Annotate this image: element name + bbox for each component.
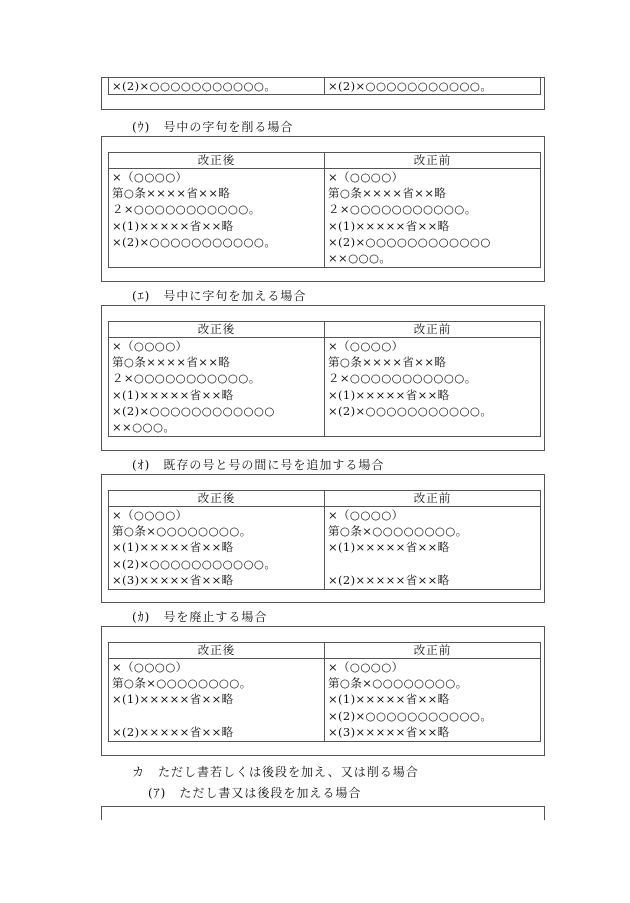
table-row bbox=[109, 659, 541, 742]
text-line: ×(2)×××××省××略 bbox=[112, 724, 234, 739]
section-table-ka bbox=[108, 642, 541, 742]
text-line: 第○条××××省××略 bbox=[112, 355, 231, 370]
section-heading-ka-small: (ｶ) 号を廃止する場合 bbox=[132, 610, 268, 624]
text-line: ×（○○○○） bbox=[328, 170, 404, 184]
table-header-row bbox=[109, 643, 541, 659]
text-line: 第○条×○○○○○○○○。 bbox=[112, 524, 252, 539]
before-cell bbox=[325, 338, 541, 437]
text-line: ２×○○○○○○○○○○○。 bbox=[328, 371, 477, 386]
header-after: 改正後 bbox=[109, 153, 325, 169]
text-line: ×(2)×○○○○○○○○○○○○ bbox=[328, 234, 491, 249]
table-header-row bbox=[109, 322, 541, 338]
text-line: ×(2)×○○○○○○○○○○○。 bbox=[328, 403, 493, 418]
after-cell bbox=[109, 169, 325, 268]
header-before: 改正前 bbox=[325, 491, 541, 507]
section-heading-e: (ｴ) 号中に字句を加える場合 bbox=[132, 289, 307, 303]
text-line: ×(3)×××××省××略 bbox=[112, 572, 234, 587]
text-line bbox=[112, 708, 321, 724]
text-line: ２×○○○○○○○○○○○。 bbox=[112, 202, 261, 217]
text-line: ×（○○○○） bbox=[328, 660, 404, 674]
header-after: 改正後 bbox=[109, 491, 325, 507]
text-line: ×(1)×××××省××略 bbox=[328, 540, 450, 555]
text-line: ×(2)×○○○○○○○○○○○。 bbox=[328, 79, 493, 93]
text-line: ×（○○○○） bbox=[328, 508, 404, 522]
text-line: ×(1)×××××省××略 bbox=[112, 692, 234, 707]
text-line: ×(1)×××××省××略 bbox=[328, 692, 450, 707]
text-line: ×(2)×○○○○○○○○○○○。 bbox=[112, 234, 277, 249]
top-table bbox=[108, 77, 541, 95]
text-line: ×（○○○○） bbox=[328, 339, 404, 353]
after-cell bbox=[109, 338, 325, 437]
text-line: ××○○○。 bbox=[112, 419, 176, 434]
text-line: ×(1)×××××省××略 bbox=[112, 218, 234, 233]
top-after-cell bbox=[109, 78, 325, 95]
text-line: ×(3)×××××省××略 bbox=[328, 724, 450, 739]
after-cell bbox=[109, 659, 325, 742]
text-line: 第○条×○○○○○○○○。 bbox=[112, 676, 252, 691]
text-line: 第○条××××省××略 bbox=[328, 186, 447, 201]
table-row bbox=[109, 78, 541, 95]
text-line: ２×○○○○○○○○○○○。 bbox=[112, 371, 261, 386]
text-line: 第○条×○○○○○○○○。 bbox=[328, 524, 468, 539]
text-line: ×(1)×××××省××略 bbox=[328, 387, 450, 402]
after-cell bbox=[109, 507, 325, 590]
text-line: ×(2)×○○○○○○○○○○○。 bbox=[112, 556, 277, 571]
text-line: ×(1)×××××省××略 bbox=[328, 218, 450, 233]
section-heading-u: (ｳ) 号中の字句を削る場合 bbox=[132, 120, 294, 134]
table-header-row bbox=[109, 153, 541, 169]
table-row bbox=[109, 507, 541, 590]
section-table-e bbox=[108, 321, 541, 437]
text-line: ×(2)×○○○○○○○○○○○○ bbox=[112, 403, 275, 418]
text-line: ×（○○○○） bbox=[112, 339, 188, 353]
header-after: 改正後 bbox=[109, 643, 325, 659]
text-line: ×(1)×××××省××略 bbox=[112, 387, 234, 402]
text-line: 第○条×○○○○○○○○。 bbox=[328, 676, 468, 691]
text-line: ×（○○○○） bbox=[112, 508, 188, 522]
before-cell bbox=[325, 169, 541, 268]
header-before: 改正前 bbox=[325, 643, 541, 659]
text-line: 第○条××××省××略 bbox=[112, 186, 231, 201]
top-before-cell bbox=[325, 78, 541, 95]
text-line: ×(2)×○○○○○○○○○○○。 bbox=[328, 708, 493, 723]
before-cell bbox=[325, 507, 541, 590]
table-row bbox=[109, 169, 541, 268]
heading-ka-sub: (ｱ) ただし書又は後段を加える場合 bbox=[148, 786, 362, 800]
before-cell bbox=[325, 659, 541, 742]
table-row bbox=[109, 338, 541, 437]
heading-ka: カ ただし書若しくは後段を加え、又は削る場合 bbox=[132, 765, 419, 779]
header-after: 改正後 bbox=[109, 322, 325, 338]
text-line: ××○○○。 bbox=[328, 250, 392, 265]
text-line: ×(2)×○○○○○○○○○○○。 bbox=[112, 79, 277, 93]
text-line bbox=[328, 556, 537, 572]
text-line: ×(2)×××××省××略 bbox=[328, 572, 450, 587]
text-line: ２×○○○○○○○○○○○。 bbox=[328, 202, 477, 217]
header-before: 改正前 bbox=[325, 153, 541, 169]
text-line: ×(1)×××××省××略 bbox=[112, 540, 234, 555]
header-before: 改正前 bbox=[325, 322, 541, 338]
section-heading-o: (ｵ) 既存の号と号の間に号を追加する場合 bbox=[132, 458, 385, 472]
text-line: 第○条××××省××略 bbox=[328, 355, 447, 370]
text-line: ×（○○○○） bbox=[112, 660, 188, 674]
bottom-frame bbox=[101, 806, 545, 820]
text-line: ×（○○○○） bbox=[112, 170, 188, 184]
section-table-o bbox=[108, 490, 541, 590]
section-table-u bbox=[108, 152, 541, 268]
table-header-row bbox=[109, 491, 541, 507]
